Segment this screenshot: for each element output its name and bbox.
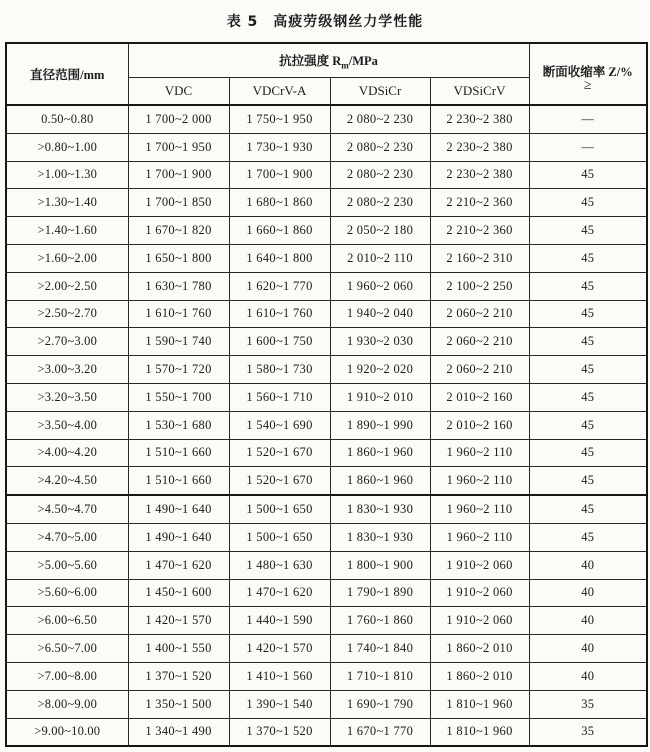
vdsicr-cell: 1 890~1 990 xyxy=(330,411,430,439)
greater-equal-symbol: ≥ xyxy=(583,78,592,93)
table-row xyxy=(6,467,647,495)
vdcrv-a-cell: 1 520~1 670 xyxy=(229,439,330,467)
vdc-cell: 1 510~1 660 xyxy=(128,439,229,467)
vdc-cell: 1 490~1 640 xyxy=(128,523,229,551)
diameter-cell: >3.50~4.00 xyxy=(6,411,128,439)
vdcrv-a-cell: 1 730~1 930 xyxy=(229,133,330,161)
vdc-cell: 1 630~1 780 xyxy=(128,272,229,300)
diameter-cell: >9.00~10.00 xyxy=(6,718,128,746)
vdsicrv-cell: 2 230~2 380 xyxy=(430,133,529,161)
table-row xyxy=(6,272,647,300)
vdc-cell: 1 590~1 740 xyxy=(128,328,229,356)
vdc-cell: 1 420~1 570 xyxy=(128,607,229,635)
vdc-cell: 1 650~1 800 xyxy=(128,244,229,272)
table-row xyxy=(6,635,647,663)
vdsicrv-cell: 1 910~2 060 xyxy=(430,579,529,607)
grade-column-vdsicrv: VDSiCrV xyxy=(430,78,529,106)
table-row xyxy=(6,579,647,607)
vdsicr-cell: 2 080~2 230 xyxy=(330,189,430,217)
vdsicr-cell: 1 740~1 840 xyxy=(330,635,430,663)
reduction-cell: 45 xyxy=(529,439,647,467)
table-row xyxy=(6,161,647,189)
vdcrv-a-cell: 1 580~1 730 xyxy=(229,356,330,384)
diameter-cell: >7.00~8.00 xyxy=(6,662,128,690)
reduction-cell: 45 xyxy=(529,467,647,495)
reduction-cell: 45 xyxy=(529,411,647,439)
reduction-cell: 45 xyxy=(529,328,647,356)
vdc-cell: 1 670~1 820 xyxy=(128,217,229,245)
diameter-cell: >1.60~2.00 xyxy=(6,244,128,272)
reduction-cell: 40 xyxy=(529,551,647,579)
reduction-cell: 45 xyxy=(529,217,647,245)
diameter-cell: >3.00~3.20 xyxy=(6,356,128,384)
vdc-cell: 1 350~1 500 xyxy=(128,690,229,718)
vdsicrv-cell: 2 210~2 360 xyxy=(430,217,529,245)
table-row xyxy=(6,662,647,690)
vdsicr-cell: 1 930~2 030 xyxy=(330,328,430,356)
vdc-cell: 1 530~1 680 xyxy=(128,411,229,439)
vdc-cell: 1 450~1 600 xyxy=(128,579,229,607)
vdcrv-a-cell: 1 390~1 540 xyxy=(229,690,330,718)
vdcrv-a-cell: 1 540~1 690 xyxy=(229,411,330,439)
table-row xyxy=(6,718,647,746)
reduction-cell: — xyxy=(529,133,647,161)
vdcrv-a-cell: 1 500~1 650 xyxy=(229,495,330,523)
vdc-cell: 1 470~1 620 xyxy=(128,551,229,579)
diameter-cell: >5.60~6.00 xyxy=(6,579,128,607)
vdsicrv-cell: 1 810~1 960 xyxy=(430,690,529,718)
vdsicrv-cell: 2 230~2 380 xyxy=(430,105,529,133)
grade-column-vdcrv-a: VDCrV-A xyxy=(229,78,330,106)
vdcrv-a-cell: 1 620~1 770 xyxy=(229,272,330,300)
table-row xyxy=(6,523,647,551)
vdcrv-a-cell: 1 610~1 760 xyxy=(229,300,330,328)
reduction-cell: 45 xyxy=(529,161,647,189)
tensile-subscript: m xyxy=(341,60,349,71)
reduction-label: 断面收缩率 Z/% xyxy=(542,65,633,79)
vdcrv-a-cell: 1 370~1 520 xyxy=(229,718,330,746)
table-row xyxy=(6,105,647,133)
vdsicr-cell: 1 710~1 810 xyxy=(330,662,430,690)
diameter-cell: >5.00~5.60 xyxy=(6,551,128,579)
diameter-cell: >1.30~1.40 xyxy=(6,189,128,217)
reduction-cell: — xyxy=(529,105,647,133)
vdsicrv-cell: 2 060~2 210 xyxy=(430,300,529,328)
diameter-cell: >2.50~2.70 xyxy=(6,300,128,328)
reduction-cell: 45 xyxy=(529,189,647,217)
vdc-cell: 1 400~1 550 xyxy=(128,635,229,663)
diameter-cell: >2.70~3.00 xyxy=(6,328,128,356)
vdcrv-a-cell: 1 750~1 950 xyxy=(229,105,330,133)
diameter-cell: >3.20~3.50 xyxy=(6,383,128,411)
vdsicr-cell: 1 790~1 890 xyxy=(330,579,430,607)
vdsicrv-cell: 2 060~2 210 xyxy=(430,356,529,384)
table-row xyxy=(6,189,647,217)
vdsicr-cell: 1 910~2 010 xyxy=(330,383,430,411)
table-row xyxy=(6,607,647,635)
diameter-range-header: 直径范围/mm xyxy=(6,43,128,105)
table-row xyxy=(6,439,647,467)
vdcrv-a-cell: 1 420~1 570 xyxy=(229,635,330,663)
vdsicr-cell: 1 690~1 790 xyxy=(330,690,430,718)
reduction-cell: 45 xyxy=(529,300,647,328)
table-row xyxy=(6,690,647,718)
vdsicr-cell: 1 670~1 770 xyxy=(330,718,430,746)
table-row xyxy=(6,133,647,161)
vdc-cell: 1 490~1 640 xyxy=(128,495,229,523)
table-row xyxy=(6,356,647,384)
vdcrv-a-cell: 1 680~1 860 xyxy=(229,189,330,217)
vdsicrv-cell: 2 010~2 160 xyxy=(430,383,529,411)
vdc-cell: 1 510~1 660 xyxy=(128,467,229,495)
tensile-prefix: 抗拉强度 R xyxy=(279,53,342,68)
diameter-cell: 0.50~0.80 xyxy=(6,105,128,133)
vdsicrv-cell: 1 960~2 110 xyxy=(430,495,529,523)
diameter-cell: >8.00~9.00 xyxy=(6,690,128,718)
vdc-cell: 1 370~1 520 xyxy=(128,662,229,690)
vdcrv-a-cell: 1 440~1 590 xyxy=(229,607,330,635)
table-row xyxy=(6,411,647,439)
table-row xyxy=(6,328,647,356)
vdc-cell: 1 340~1 490 xyxy=(128,718,229,746)
vdcrv-a-cell: 1 700~1 900 xyxy=(229,161,330,189)
reduction-cell: 35 xyxy=(529,690,647,718)
vdcrv-a-cell: 1 520~1 670 xyxy=(229,467,330,495)
reduction-cell: 40 xyxy=(529,607,647,635)
vdsicr-cell: 2 080~2 230 xyxy=(330,105,430,133)
vdsicrv-cell: 1 910~2 060 xyxy=(430,551,529,579)
tensile-suffix: /MPa xyxy=(348,53,378,68)
diameter-cell: >4.50~4.70 xyxy=(6,495,128,523)
vdsicrv-cell: 1 960~2 110 xyxy=(430,467,529,495)
diameter-cell: >1.40~1.60 xyxy=(6,217,128,245)
table-row xyxy=(6,217,647,245)
diameter-cell: >6.50~7.00 xyxy=(6,635,128,663)
table-title: 表 5 高疲劳级钢丝力学性能 xyxy=(226,14,424,30)
vdsicr-cell: 1 830~1 930 xyxy=(330,523,430,551)
vdc-cell: 1 700~1 900 xyxy=(128,161,229,189)
reduction-cell: 45 xyxy=(529,495,647,523)
reduction-cell: 45 xyxy=(529,523,647,551)
tensile-strength-header xyxy=(128,43,529,78)
vdsicrv-cell: 1 810~1 960 xyxy=(430,718,529,746)
vdsicrv-cell: 2 230~2 380 xyxy=(430,161,529,189)
table-row xyxy=(6,551,647,579)
reduction-cell: 40 xyxy=(529,579,647,607)
diameter-cell: >4.00~4.20 xyxy=(6,439,128,467)
vdsicr-cell: 1 940~2 040 xyxy=(330,300,430,328)
vdsicr-cell: 1 830~1 930 xyxy=(330,495,430,523)
vdsicrv-cell: 2 060~2 210 xyxy=(430,328,529,356)
vdsicr-cell: 1 920~2 020 xyxy=(330,356,430,384)
vdcrv-a-cell: 1 500~1 650 xyxy=(229,523,330,551)
vdsicr-cell: 2 010~2 110 xyxy=(330,244,430,272)
vdsicr-cell: 1 860~1 960 xyxy=(330,439,430,467)
reduction-cell: 40 xyxy=(529,662,647,690)
vdsicrv-cell: 2 100~2 250 xyxy=(430,272,529,300)
vdsicrv-cell: 1 910~2 060 xyxy=(430,607,529,635)
vdc-cell: 1 570~1 720 xyxy=(128,356,229,384)
vdsicrv-cell: 1 960~2 110 xyxy=(430,439,529,467)
reduction-cell: 45 xyxy=(529,272,647,300)
vdsicr-cell: 1 860~1 960 xyxy=(330,467,430,495)
vdc-cell: 1 550~1 700 xyxy=(128,383,229,411)
reduction-cell: 45 xyxy=(529,244,647,272)
reduction-cell: 45 xyxy=(529,383,647,411)
mechanical-properties-table xyxy=(5,42,648,747)
table-body xyxy=(6,105,647,746)
vdc-cell: 1 610~1 760 xyxy=(128,300,229,328)
vdcrv-a-cell: 1 470~1 620 xyxy=(229,579,330,607)
vdcrv-a-cell: 1 600~1 750 xyxy=(229,328,330,356)
vdc-cell: 1 700~1 850 xyxy=(128,189,229,217)
vdsicr-cell: 1 960~2 060 xyxy=(330,272,430,300)
table-row xyxy=(6,383,647,411)
vdsicrv-cell: 1 860~2 010 xyxy=(430,662,529,690)
vdsicrv-cell: 1 860~2 010 xyxy=(430,635,529,663)
vdc-cell: 1 700~1 950 xyxy=(128,133,229,161)
vdsicrv-cell: 1 960~2 110 xyxy=(430,523,529,551)
vdsicrv-cell: 2 210~2 360 xyxy=(430,189,529,217)
diameter-cell: >4.70~5.00 xyxy=(6,523,128,551)
vdsicr-cell: 1 760~1 860 xyxy=(330,607,430,635)
vdcrv-a-cell: 1 660~1 860 xyxy=(229,217,330,245)
vdcrv-a-cell: 1 560~1 710 xyxy=(229,383,330,411)
diameter-cell: >4.20~4.50 xyxy=(6,467,128,495)
vdsicr-cell: 2 080~2 230 xyxy=(330,133,430,161)
vdsicrv-cell: 2 010~2 160 xyxy=(430,411,529,439)
vdsicrv-cell: 2 160~2 310 xyxy=(430,244,529,272)
vdcrv-a-cell: 1 410~1 560 xyxy=(229,662,330,690)
table-row xyxy=(6,495,647,523)
vdsicr-cell: 2 050~2 180 xyxy=(330,217,430,245)
reduction-cell: 35 xyxy=(529,718,647,746)
diameter-cell: >0.80~1.00 xyxy=(6,133,128,161)
table-row xyxy=(6,244,647,272)
table-row xyxy=(6,300,647,328)
reduction-of-area-header xyxy=(529,43,647,105)
reduction-cell: 40 xyxy=(529,635,647,663)
diameter-cell: >1.00~1.30 xyxy=(6,161,128,189)
diameter-cell: >6.00~6.50 xyxy=(6,607,128,635)
reduction-cell: 45 xyxy=(529,356,647,384)
diameter-cell: >2.00~2.50 xyxy=(6,272,128,300)
grade-column-vdc: VDC xyxy=(128,78,229,106)
vdsicr-cell: 1 800~1 900 xyxy=(330,551,430,579)
table-header xyxy=(6,43,647,105)
vdsicr-cell: 2 080~2 230 xyxy=(330,161,430,189)
grade-column-vdsicr: VDSiCr xyxy=(330,78,430,106)
vdcrv-a-cell: 1 480~1 630 xyxy=(229,551,330,579)
vdc-cell: 1 700~2 000 xyxy=(128,105,229,133)
vdcrv-a-cell: 1 640~1 800 xyxy=(229,244,330,272)
